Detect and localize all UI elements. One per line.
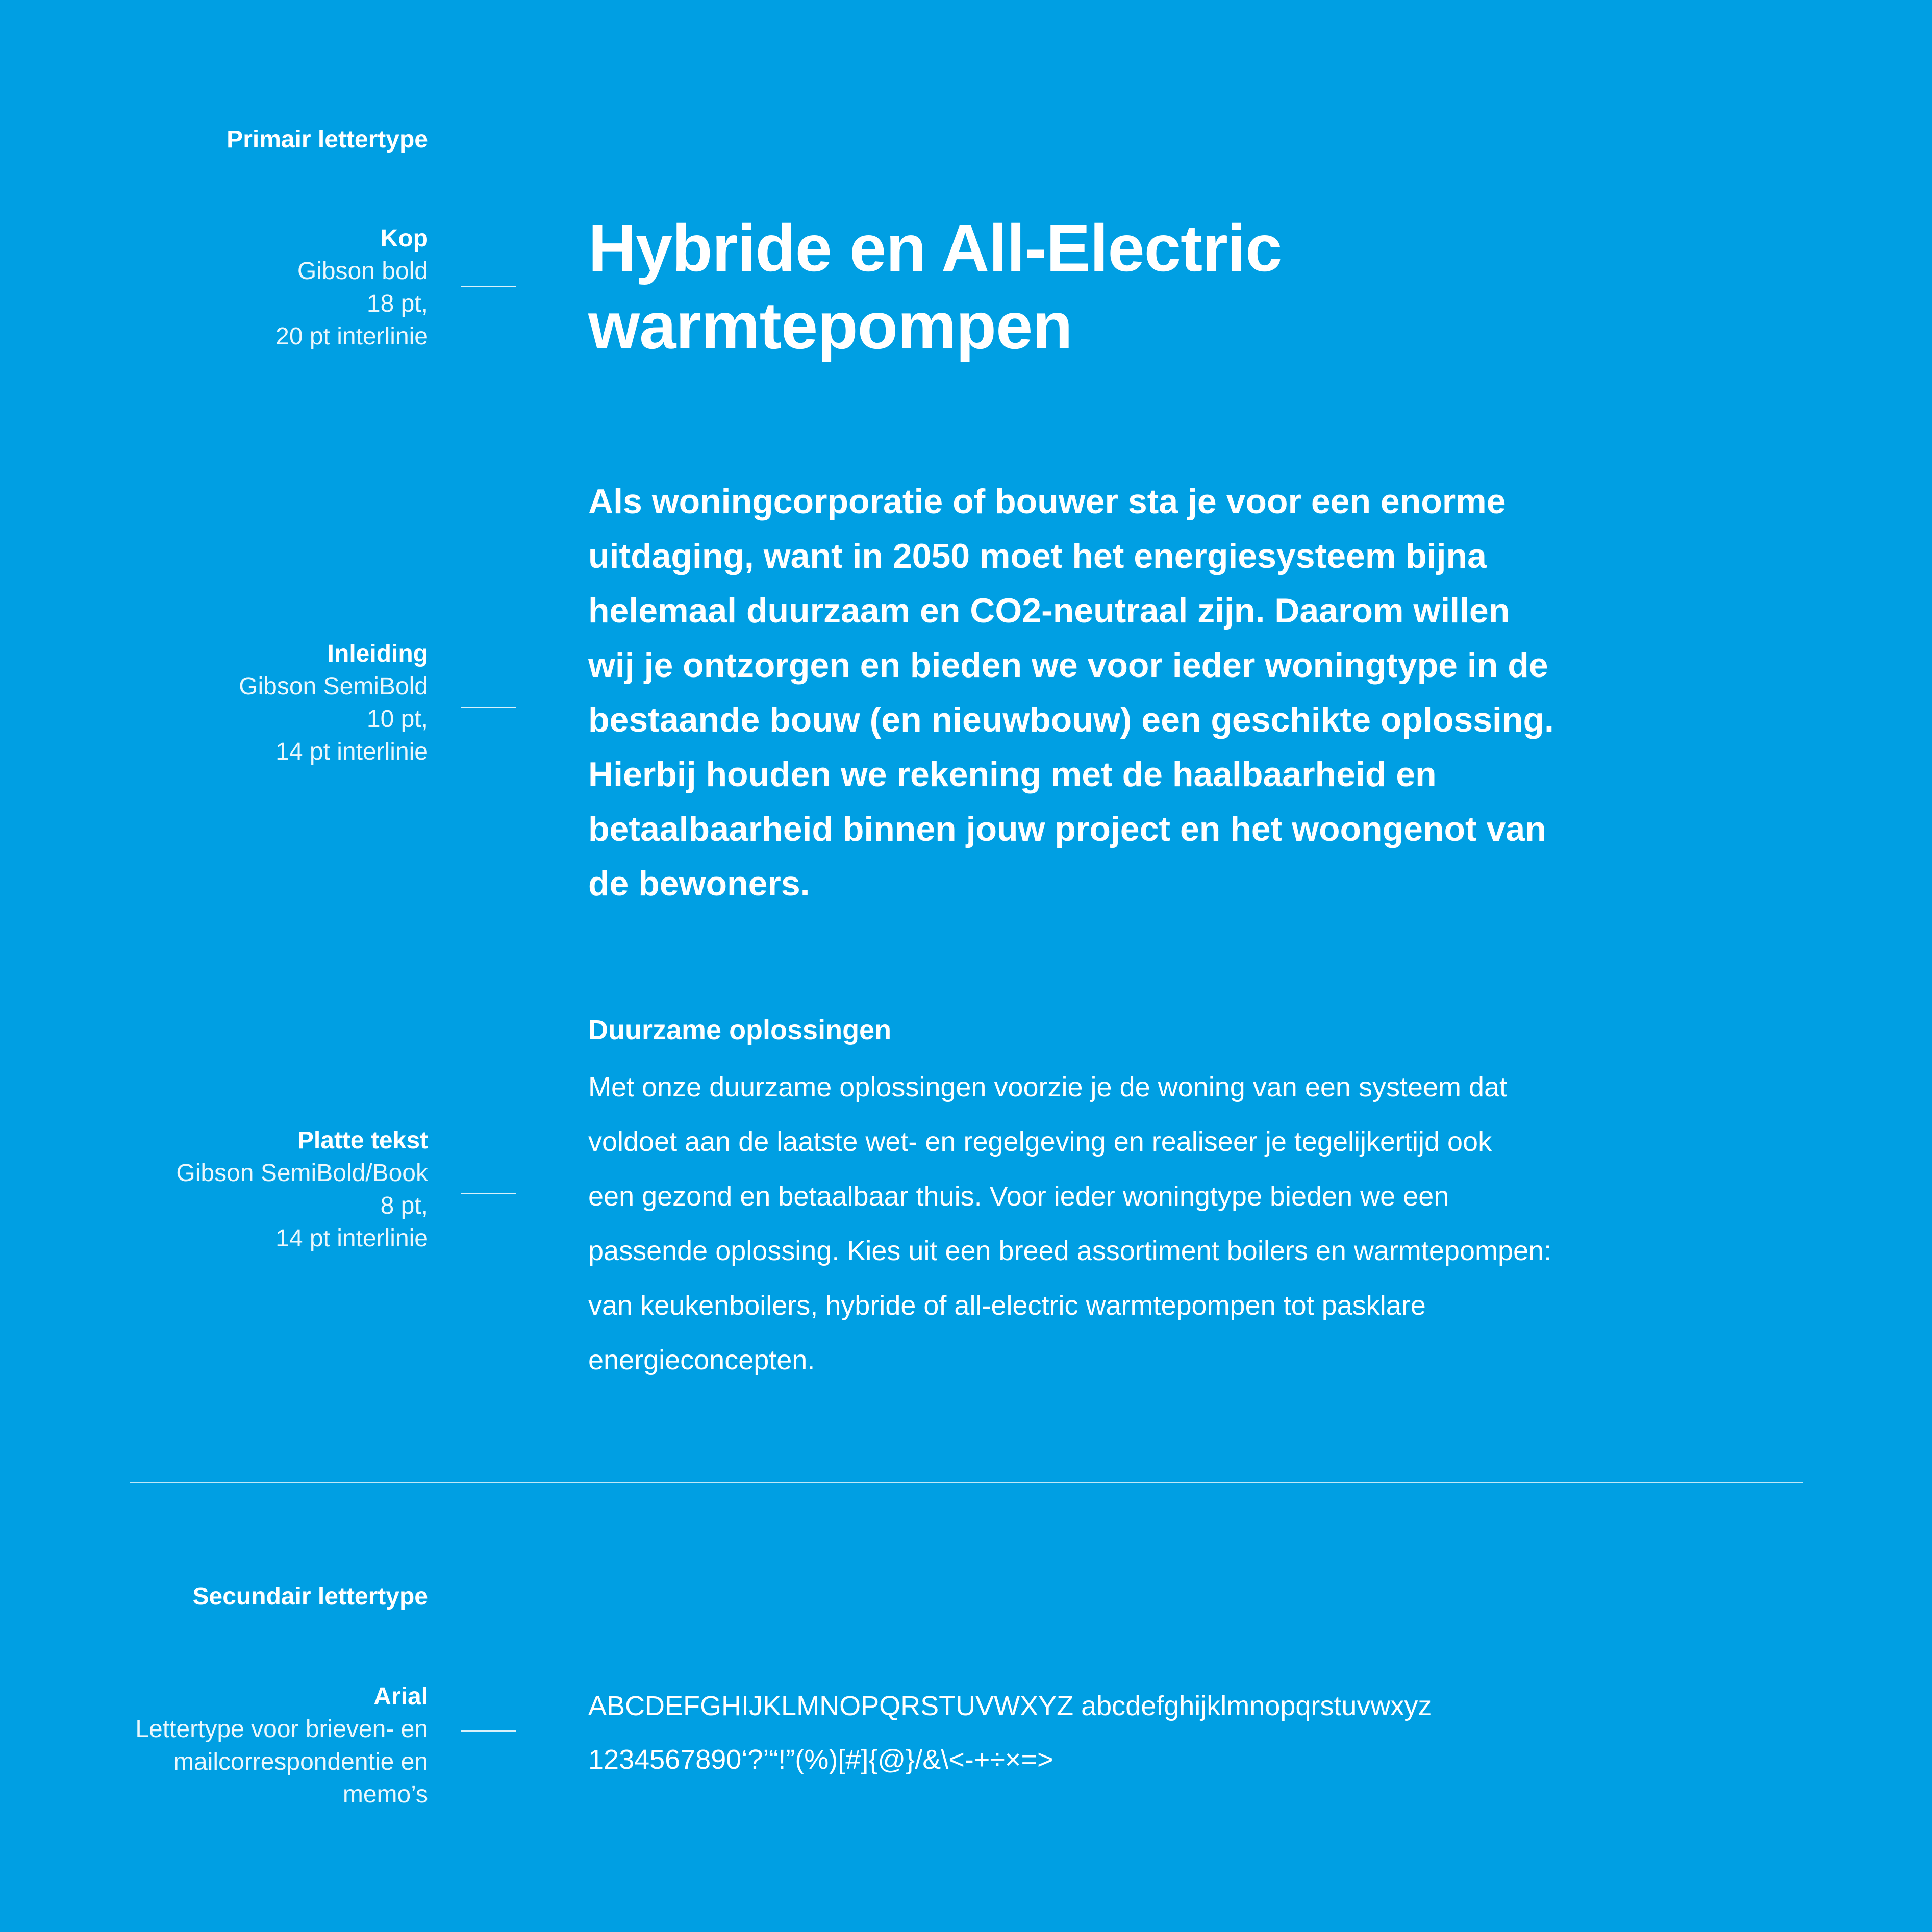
platte-tekst-sample-line: van keukenboilers, hybride of all-electric warmtepompen tot pasklare	[588, 1290, 1426, 1321]
inleiding-connector-line	[461, 707, 516, 708]
inleiding-sample-line: wij je ontzorgen en bieden we voor ieder woningtype in de	[588, 646, 1548, 685]
inleiding-spec-label	[239, 638, 428, 768]
platte-tekst-sample-line: Met onze duurzame oplossingen voorzie je de woning van een systeem dat	[588, 1072, 1508, 1102]
platte-tekst-sample-line: een gezond en betaalbaar thuis. Voor ieder woningtype bieden we een	[588, 1181, 1449, 1212]
kop-sample-line: Hybride en All-Electric	[588, 211, 1282, 285]
platte-tekst-sample-line: passende oplossing. Kies uit een breed assortiment boilers en warmtepompen:	[588, 1236, 1552, 1266]
secondary-section-title: Secundair lettertype	[192, 1583, 428, 1610]
arial-symbols-line: 1234567890‘?’“!”(%)[#]{@}/&\<-+÷×=>	[588, 1744, 1053, 1775]
kop-spec-leading: 20 pt interlinie	[275, 323, 428, 350]
primary-section-title: Primair lettertype	[227, 126, 428, 153]
inleiding-sample-line: bestaande bouw (en nieuwbouw) een geschikte oplossing.	[588, 700, 1554, 739]
platte-tekst-spec-size: 8 pt,	[380, 1192, 428, 1219]
inleiding-sample-line: betaalbaarheid binnen jouw project en het woongenot van	[588, 810, 1546, 848]
arial-character-set	[588, 1679, 1432, 1787]
inleiding-spec-leading: 14 pt interlinie	[275, 738, 428, 765]
inleiding-sample-line: Als woningcorporatie of bouwer sta je voor een enorme	[588, 482, 1506, 521]
kop-spec-size: 18 pt,	[366, 290, 428, 317]
arial-connector-line	[461, 1730, 516, 1732]
arial-letters-line: ABCDEFGHIJKLMNOPQRSTUVWXYZ abcdefghijklmnopqrstuvwxyz	[588, 1691, 1432, 1721]
inleiding-sample-paragraph	[588, 474, 1554, 911]
inleiding-sample-line: de bewoners.	[588, 864, 810, 903]
platte-tekst-spec-title: Platte tekst	[297, 1127, 428, 1154]
inleiding-spec-font: Gibson SemiBold	[239, 673, 428, 700]
platte-tekst-spec-label	[176, 1124, 428, 1255]
arial-spec-title: Arial	[373, 1683, 428, 1710]
kop-spec-title: Kop	[380, 225, 428, 252]
kop-spec-font: Gibson bold	[297, 258, 428, 285]
platte-tekst-sample	[588, 1012, 1551, 1388]
kop-connector-line	[461, 286, 516, 287]
inleiding-spec-title: Inleiding	[327, 640, 428, 667]
arial-spec-line: memo’s	[342, 1781, 428, 1808]
platte-tekst-connector-line	[461, 1193, 516, 1194]
platte-tekst-spec-leading: 14 pt interlinie	[275, 1225, 428, 1252]
section-divider	[130, 1482, 1803, 1483]
kop-sample-line: warmtepompen	[588, 288, 1072, 363]
platte-tekst-sample-line: voldoet aan de laatste wet- en regelgeving en realiseer je tegelijkertijd ook	[588, 1126, 1492, 1157]
inleiding-sample-line: Hierbij houden we rekening met de haalbaarheid en	[588, 755, 1437, 794]
inleiding-sample-line: helemaal duurzaam en CO2-neutraal zijn. Daarom willen	[588, 591, 1510, 630]
platte-tekst-sample-line: energieconcepten.	[588, 1345, 815, 1375]
kop-sample-heading	[588, 209, 1282, 364]
arial-spec-label	[135, 1680, 428, 1811]
kop-spec-label	[275, 222, 428, 353]
arial-spec-line: Lettertype voor brieven- en	[135, 1716, 428, 1743]
inleiding-sample-line: uitdaging, want in 2050 moet het energiesysteem bijna	[588, 537, 1487, 575]
arial-spec-line: mailcorrespondentie en	[173, 1748, 428, 1775]
inleiding-spec-size: 10 pt,	[366, 706, 428, 733]
platte-tekst-sample-title: Duurzame oplossingen	[588, 1015, 892, 1045]
platte-tekst-spec-font: Gibson SemiBold/Book	[176, 1160, 428, 1187]
